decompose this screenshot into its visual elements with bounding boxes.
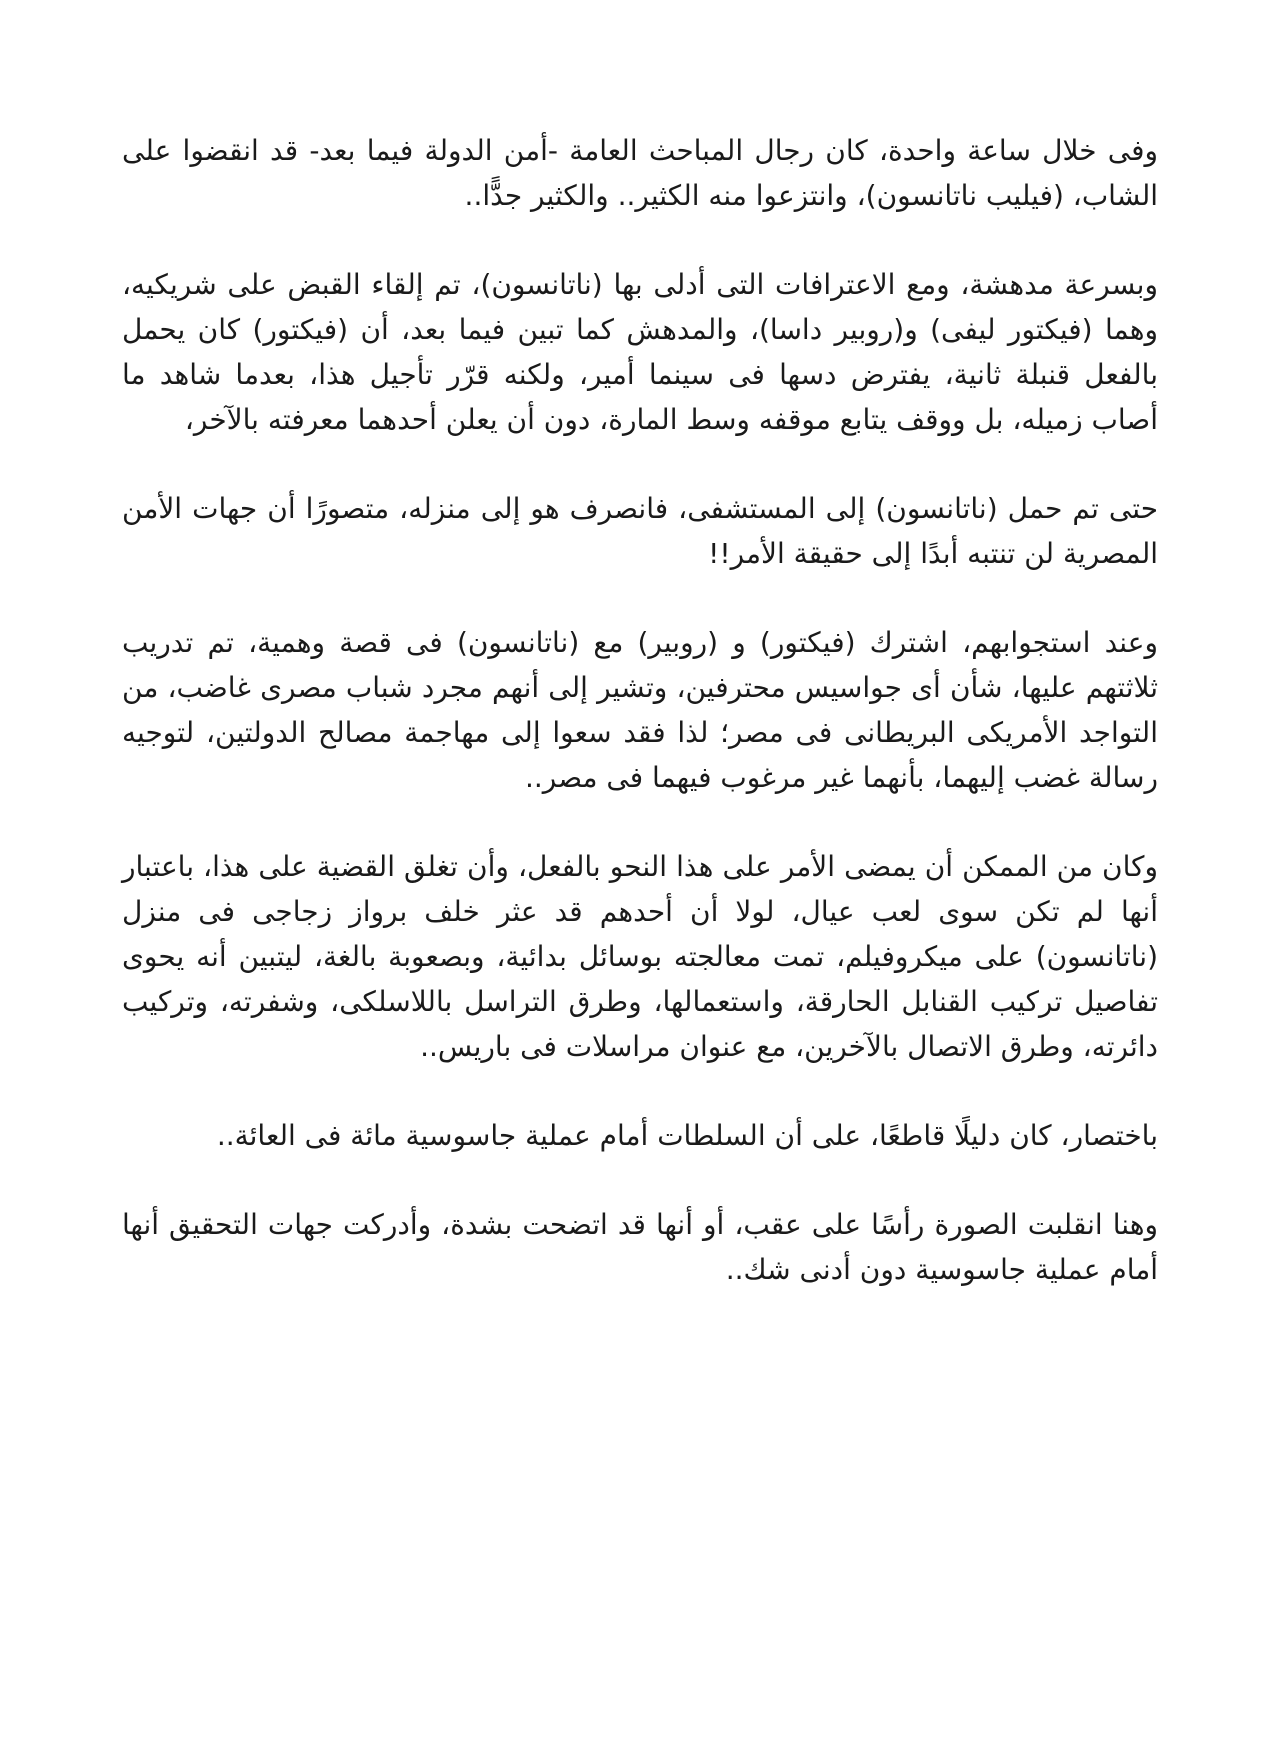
paragraph-4: وعند استجوابهم، اشترك (فيكتور) و (روبير) مع (ناتانسون) فى قصة وهمية، تم تدريب ثلاثتهم عليها، شأن أى جواسيس محترفين، وتشير إلى أنهم مجرد شباب مصرى غاضب، من التواجد الأمريكى البريطانى فى مصر؛ لذا فقد سعوا إلى مهاجمة مصالح الدولتين، لتوجيه رسالة غضب إليهما، بأنهما غير مرغوب فيهما فى مصر..: [122, 626, 1158, 794]
paragraph-5: وكان من الممكن أن يمضى الأمر على هذا النحو بالفعل، وأن تغلق القضية على هذا، باعتبار أنها لم تكن سوى لعب عيال، لولا أن أحدهم قد عثر خلف برواز زجاجى فى منزل (ناتانسون) على ميكروفيلم، تمت معالجته بوسائل بدائية، وبصعوبة بالغة، ليتبين أنه يحوى تفاصيل تركيب القنابل الحارقة، واستعمالها، وطرق التراسل باللاسلكى، وشفرته، وتركيب دائرته، وطرق الاتصال بالآخرين، مع عنوان مراسلات فى باريس..: [122, 850, 1158, 1063]
paragraph-2: وبسرعة مدهشة، ومع الاعترافات التى أدلى بها (ناتانسون)، تم إلقاء القبض على شريكيه، وهما (فيكتور ليفى) و(روبير داسا)، والمدهش كما تبين فيما بعد، أن (فيكتور) كان يحمل بالفعل قنبلة ثانية، يفترض دسها فى سينما أمير، ولكنه قرّر تأجيل هذا، بعدما شاهد ما أصاب زميله، بل ووقف يتابع موقفه وسط المارة، دون أن يعلن أحدهما معرفته بالآخر،: [122, 268, 1158, 436]
paragraph-7: وهنا انقلبت الصورة رأسًا على عقب، أو أنها قد اتضحت بشدة، وأدركت جهات التحقيق أنها أمام عملية جاسوسية دون أدنى شك..: [122, 1208, 1158, 1286]
paragraph-3: حتى تم حمل (ناتانسون) إلى المستشفى، فانصرف هو إلى منزله، متصورًا أن جهات الأمن المصرية لن تنتبه أبدًا إلى حقيقة الأمر!!: [122, 492, 1158, 570]
paragraph-1: وفى خلال ساعة واحدة، كان رجال المباحث العامة -أمن الدولة فيما بعد- قد انقضوا على الشاب، (فيليب ناتانسون)، وانتزعوا منه الكثير.. والكثير جدًّا..: [122, 134, 1158, 212]
paragraph-6: باختصار، كان دليلًا قاطعًا، على أن السلطات أمام عملية جاسوسية مائة فى العائة..: [216, 1119, 1158, 1152]
